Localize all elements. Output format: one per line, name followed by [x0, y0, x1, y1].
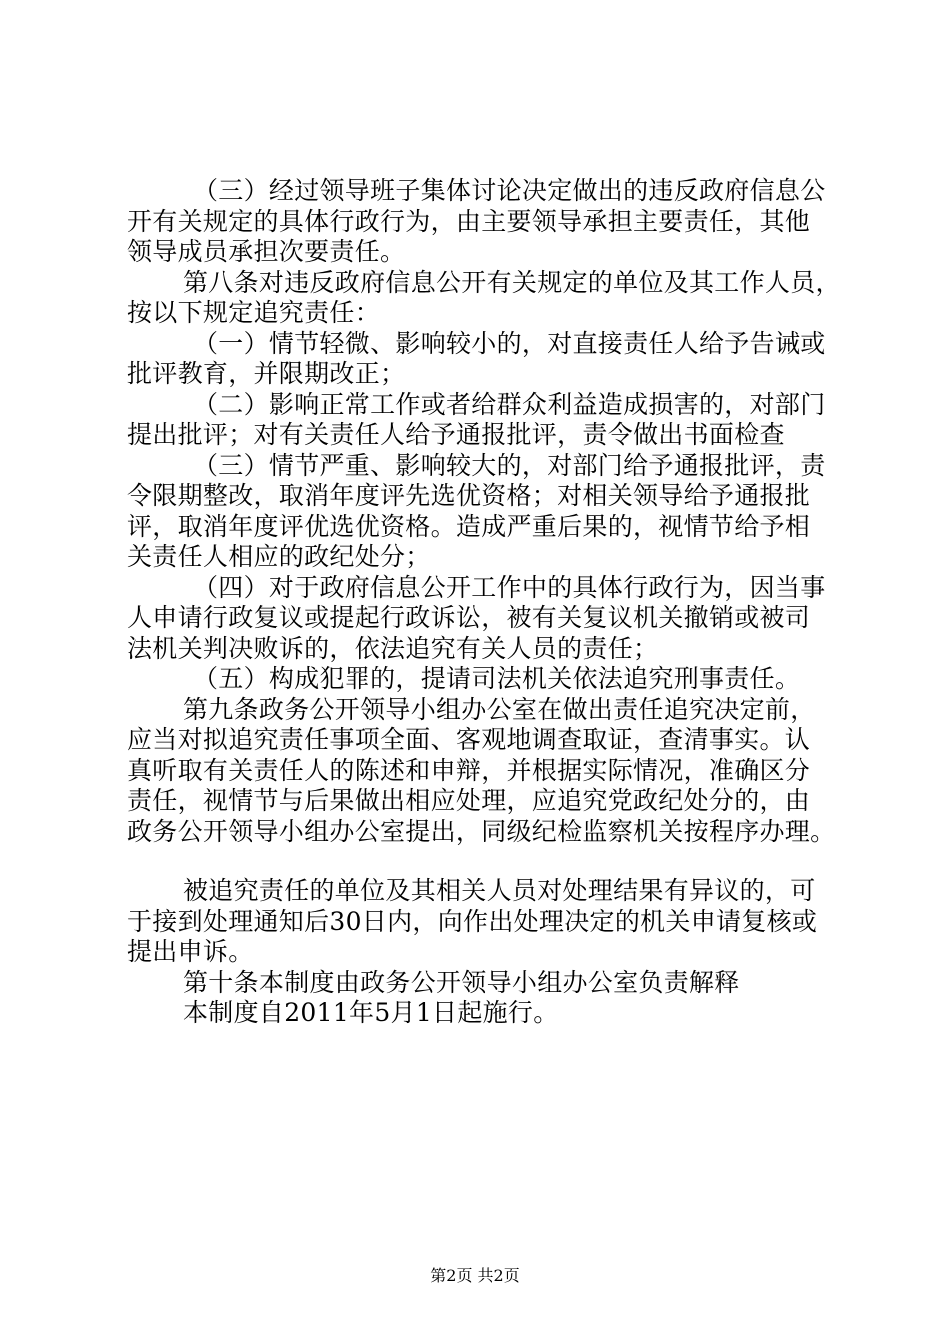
paragraph-spacer	[127, 847, 847, 876]
paragraph-line: 第九条政务公开领导小组办公室在做出责任追究决定前，	[183, 694, 816, 724]
paragraph-line: 第十条本制度由政务公开领导小组办公室负责解释	[183, 967, 740, 997]
paragraph-line: 真听取有关责任人的陈述和申辩，并根据实际情况，准确区分	[127, 755, 811, 785]
paragraph-line: 被追究责任的单位及其相关人员对处理结果有异议的，可	[183, 876, 816, 905]
paragraph-line: 评，取消年度评优选优资格。造成严重后果的，视情节给予相	[127, 511, 811, 541]
paragraph-line: （一）情节轻微、影响较小的，对直接责任人给予告诫或	[193, 328, 826, 358]
paragraph-line: 提出批评；对有关责任人给予通报批评，责令做出书面检查	[127, 420, 785, 449]
paragraph-line: 本制度自2011年5月1日起施行。	[183, 998, 559, 1027]
paragraph-line: 责任，视情节与后果做出相应处理，应追究党政纪处分的，由	[127, 786, 811, 815]
paragraph-line: 提出申诉。	[127, 937, 254, 966]
paragraph-line: 按以下规定追究责任：	[127, 298, 381, 327]
paragraph-line: 于接到处理通知后30日内，向作出处理决定的机关申请复核或	[127, 906, 818, 936]
paragraph-line: （三）情节严重、影响较大的，对部门给予通报批评，责	[193, 450, 826, 480]
paragraph-line: 应当对拟追究责任事项全面、客观地调查取证，查清事实。认	[127, 725, 811, 754]
document-body	[127, 176, 847, 1029]
paragraph-line: （五）构成犯罪的，提请司法机关依法追究刑事责任。	[193, 664, 801, 693]
paragraph-line: （三）经过领导班子集体讨论决定做出的违反政府信息公	[193, 176, 826, 205]
paragraph-line: 关责任人相应的政纪处分；	[127, 542, 431, 571]
paragraph-line: 领导成员承担次要责任。	[127, 237, 406, 266]
paragraph-line: 政务公开领导小组办公室提出，同级纪检监察机关按程序办理。	[127, 816, 836, 846]
paragraph-line: 法机关判决败诉的，依法追究有关人员的责任；	[127, 633, 659, 663]
paragraph-line: 令限期整改，取消年度评先选优资格；对相关领导给予通报批	[127, 481, 811, 510]
page-number-footer: 第2页 共2页	[430, 1266, 520, 1285]
paragraph-line: （四）对于政府信息公开工作中的具体行政行为，因当事	[193, 572, 826, 602]
paragraph-line: 人申请行政复议或提起行政诉讼，被有关复议机关撤销或被司	[127, 603, 811, 632]
paragraph-line: 开有关规定的具体行政行为，由主要领导承担主要责任，其他	[127, 206, 811, 236]
paragraph-line: 第八条对违反政府信息公开有关规定的单位及其工作人员，	[183, 267, 841, 297]
paragraph-line: （二）影响正常工作或者给群众利益造成损害的，对部门	[193, 389, 826, 419]
paragraph-line: 批评教育，并限期改正；	[127, 359, 406, 388]
